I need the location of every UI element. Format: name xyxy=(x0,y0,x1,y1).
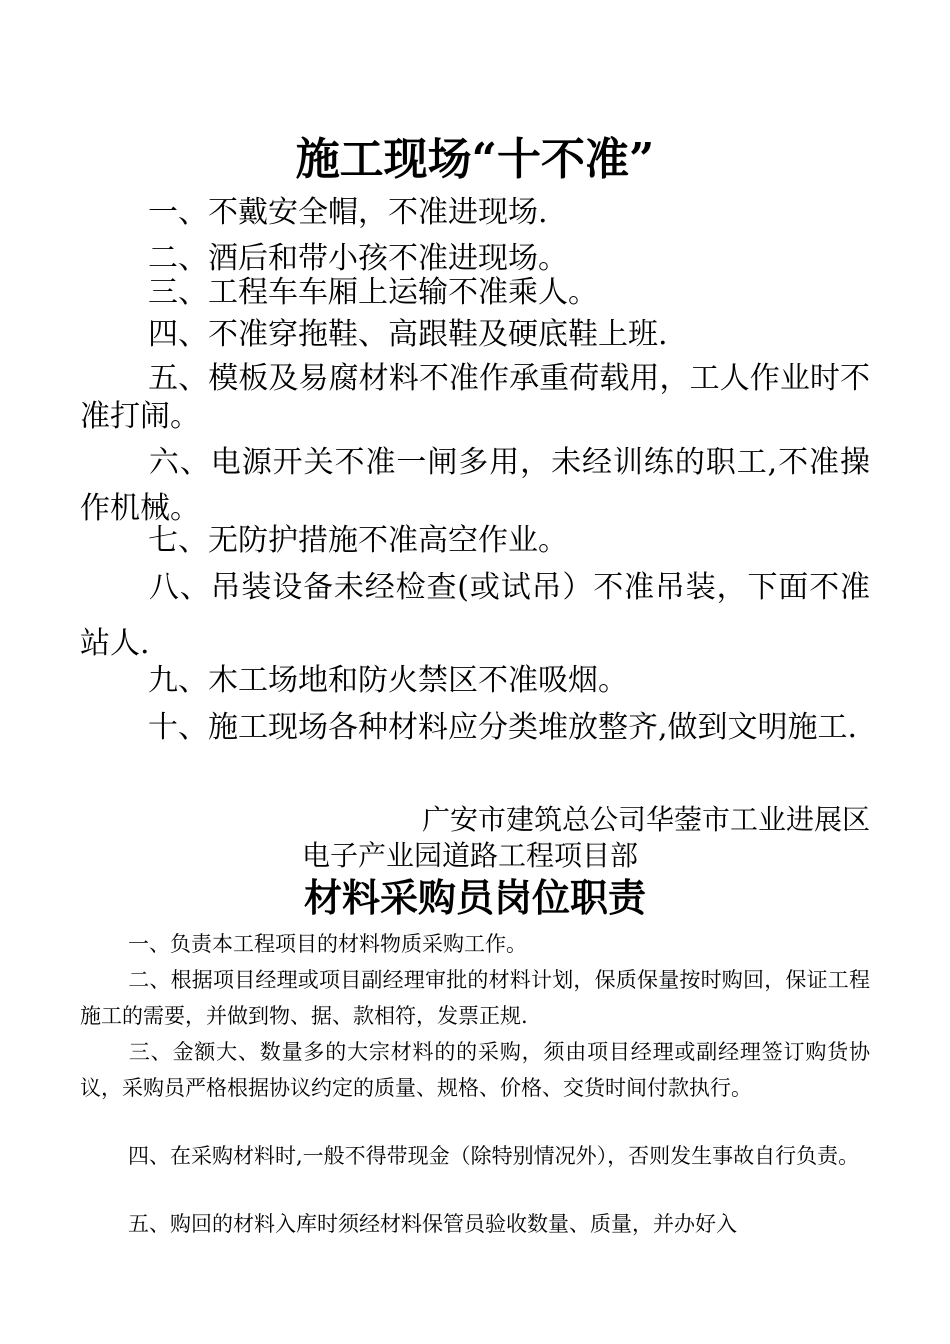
rule-item: 九、木工场地和防火禁区不准吸烟。 xyxy=(148,663,628,698)
rule-item: 四、不准穿拖鞋、高跟鞋及硬底鞋上班. xyxy=(148,317,668,352)
duty-item: 四、在采购材料时,一般不得带现金（除特别情况外），否则发生事故自行负责。 xyxy=(128,1144,860,1168)
ten-prohibitions-title: 施工现场“十不准” xyxy=(295,134,655,185)
rule-item: 七、无防护措施不准高空作业。 xyxy=(148,523,568,558)
purchaser-duties-title: 材料采购员岗位职责 xyxy=(303,875,646,920)
rule-item: 八、吊装设备未经检查(或试吊）不准吊装，下面不准站人. xyxy=(80,570,870,661)
rule-item: 五、模板及易腐材料不准作承重荷载用，工人作业时不准打闹。 xyxy=(80,361,870,434)
duty-item: 一、负责本工程项目的材料物质采购工作。 xyxy=(128,932,527,956)
duty-item: 二、根据项目经理或项目副经理审批的材料计划，保质保量按时购回，保证工程施工的需要，并做到物、据、款相符，发票正规. xyxy=(80,968,870,1028)
rule-item: 三、工程车车厢上运输不准乘人。 xyxy=(148,275,598,310)
duty-item: 五、购回的材料入库时须经材料保管员验收数量、质量，并办好入 xyxy=(128,1212,737,1236)
rule-item: 二、酒后和带小孩不准进现场。 xyxy=(148,241,568,276)
rule-item: 十、施工现场各种材料应分类堆放整齐,做到文明施工. xyxy=(148,710,858,745)
duty-item: 三、金额大、数量多的大宗材料的的采购，须由项目经理或副经理签订购货协议，采购员严格根据协议约定的质量、规格、价格、交货时间付款执行。 xyxy=(80,1040,870,1100)
rule-item: 六、电源开关不准一闸多用，未经训练的职工,不准操作机械。 xyxy=(80,445,870,526)
rule-item: 一、不戴安全帽，不准进现场. xyxy=(148,195,548,230)
project-department-name: 电子产业园道路工程项目部 xyxy=(302,839,639,872)
organization-name: 广安市建筑总公司华蓥市工业进展区 xyxy=(421,803,870,836)
